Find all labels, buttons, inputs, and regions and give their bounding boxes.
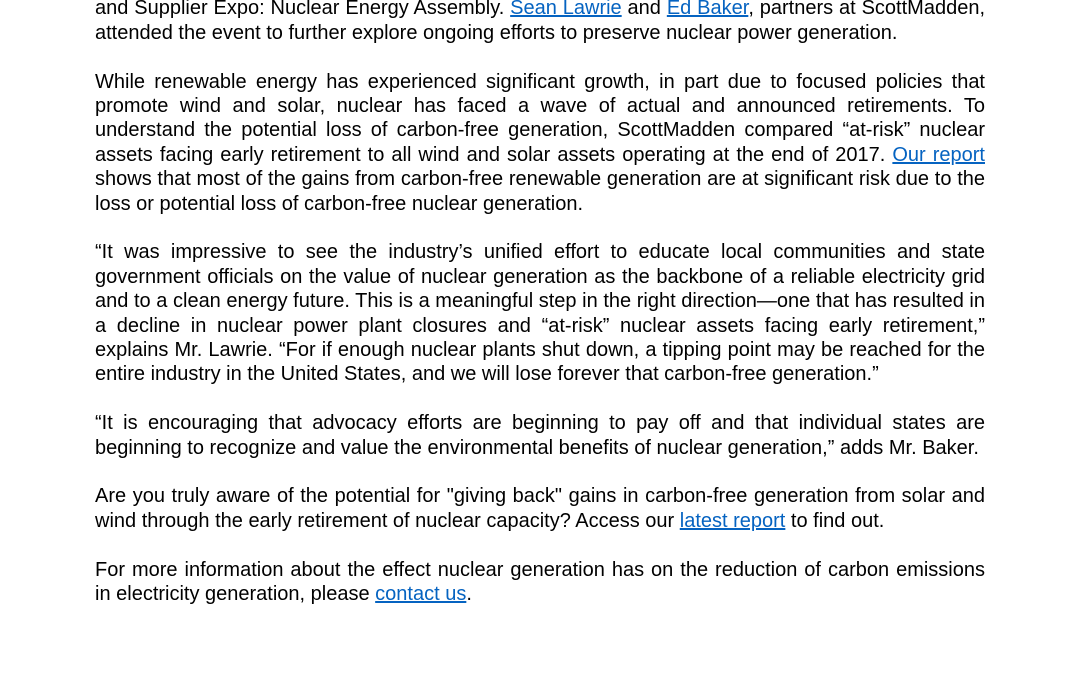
ed-baker-link[interactable]: Ed Baker <box>666 0 749 20</box>
renewables-text-1: While renewable energy has experienced significant growth, in part due to focused policies that promote wind and solar, nuclear has faced a wave of actual and announced retirements. To understand the potential loss of carbon-free generation, ScottMadden compared “at-risk” nuclear assets facing early retirement to all wind and solar assets operating at the end of 2017. <box>95 70 985 166</box>
intro-text-1: and Supplier Expo: Nuclear Energy Assembly. <box>95 0 505 20</box>
paragraph-contact <box>95 558 985 607</box>
baker-quote-text: “It is encouraging that advocacy efforts are beginning to pay off and that individual states are beginning to recognize and value the environmental benefits of nuclear generation,” adds Mr. Baker. <box>95 412 985 459</box>
paragraph-renewables <box>95 70 985 216</box>
document-body <box>95 0 985 631</box>
question-text-2: to find out. <box>785 509 885 532</box>
our-report-link[interactable]: Our report <box>892 143 985 166</box>
sean-lawrie-link[interactable]: Sean Lawrie <box>510 0 622 20</box>
contact-text-1: For more information about the effect nuclear generation has on the reduction of carbon emissions in electricity generation, please <box>95 558 985 606</box>
lawrie-quote-text: “It was impressive to see the industry’s unified effort to educate local communities and state government officials on the value of nuclear generation as the backbone of a reliable electricity grid and to a clean energy future. This is a meaningful step in the right direction—one that has resulted in a decline in nuclear power plant closures and “at-risk” nuclear assets facing early retirement,” explains Mr. Lawrie. “For if enough nuclear plants shut down, a tipping point may be reached for the entire industry in the United States, and we will lose forever that carbon-free generation.” <box>95 241 985 386</box>
intro-text-2: and <box>621 0 667 20</box>
intro-text-3: , partners at ScottMadden, attended the event to further explore ongoing efforts to preserve nuclear power generation. <box>95 0 985 44</box>
paragraph-baker-quote <box>95 411 985 460</box>
latest-report-link[interactable]: latest report <box>679 509 786 532</box>
paragraph-question <box>95 484 985 533</box>
renewables-text-2: shows that most of the gains from carbon-free renewable generation are at significant risk due to the loss or potential loss of carbon-free nuclear generation. <box>95 168 985 215</box>
contact-us-link[interactable]: contact us <box>375 583 467 606</box>
question-text-1: Are you truly aware of the potential for "giving back" gains in carbon-free generation from solar and wind through the early retirement of nuclear capacity? Access our <box>95 485 985 532</box>
contact-text-2: . <box>466 583 472 606</box>
paragraph-lawrie-quote <box>95 240 985 386</box>
paragraph-intro <box>95 0 985 45</box>
